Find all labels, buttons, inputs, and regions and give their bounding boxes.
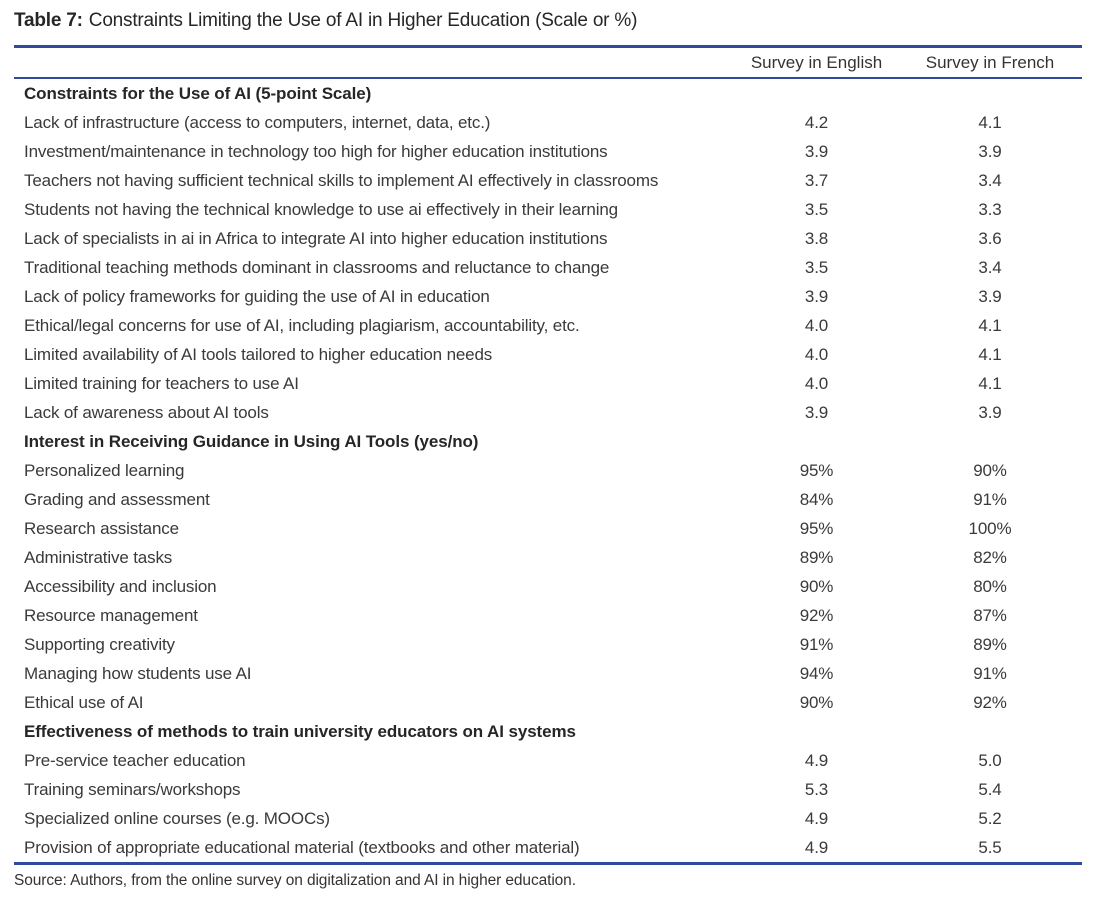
value-french: 3.4 [978,170,1002,190]
value-french: 4.1 [978,315,1002,335]
table-row [14,108,1082,137]
source-note: Source: Authors, from the online survey on digitalization and AI in higher education. [14,872,576,889]
table-row [14,456,1082,485]
value-french: 80% [973,576,1007,596]
table-title [14,8,1096,34]
table-row [14,224,1082,253]
value-french: 92% [973,692,1007,712]
value-english: 92% [799,605,834,625]
table-row [14,514,1082,543]
value-english: 3.5 [804,199,829,219]
row-label: Lack of infrastructure (access to computers, internet, data, etc.) [24,112,491,132]
value-english: 95% [799,460,834,480]
table-row [14,195,1082,224]
table-header-row [14,48,1082,79]
row-label: Teachers not having sufficient technical skills to implement AI effectively in classrooms [24,170,659,190]
table-row [14,659,1082,688]
table-row [14,311,1082,340]
value-french: 5.4 [978,779,1002,799]
row-label: Supporting creativity [24,634,175,654]
table-row [14,746,1082,775]
table-row [14,543,1082,572]
value-french: 3.3 [978,199,1002,219]
table-row [14,572,1082,601]
row-label: Students not having the technical knowledge to use ai effectively in their learning [24,199,618,219]
row-label: Ethical/legal concerns for use of AI, including plagiarism, accountability, etc. [24,315,580,335]
table-row [14,253,1082,282]
row-label: Limited availability of AI tools tailored to higher education needs [24,344,493,364]
value-english: 90% [799,692,834,712]
value-english: 3.9 [804,141,829,161]
table-row [14,369,1082,398]
value-english: 95% [799,518,834,538]
value-french: 89% [973,634,1007,654]
value-french: 87% [973,605,1007,625]
table-title-text: Constraints Limiting the Use of AI in Higher Education (Scale or %) [88,10,638,31]
value-french: 3.9 [978,286,1002,306]
table-row [14,833,1082,862]
row-label: Provision of appropriate educational material (textbooks and other material) [24,837,580,857]
value-french: 4.1 [978,112,1002,132]
table-body [14,79,1082,862]
value-french: 91% [973,663,1007,683]
row-label: Personalized learning [24,460,185,480]
value-english: 89% [799,547,834,567]
value-french: 90% [973,460,1007,480]
section-header-label: Effectiveness of methods to train university educators on AI systems [24,721,576,741]
row-label: Research assistance [24,518,179,538]
value-english: 4.9 [804,750,829,770]
table-row [14,485,1082,514]
row-label: Accessibility and inclusion [24,576,217,596]
value-english: 3.9 [804,286,829,306]
row-label: Managing how students use AI [24,663,252,683]
value-french: 4.1 [978,373,1002,393]
table-row [14,775,1082,804]
value-english: 94% [799,663,834,683]
data-table [14,45,1082,865]
table-row [14,601,1082,630]
table-row [14,340,1082,369]
value-english: 5.3 [804,779,829,799]
value-french: 100% [968,518,1012,538]
value-french: 5.0 [978,750,1002,770]
column-header-survey-french: Survey in French [925,52,1055,72]
row-label: Lack of policy frameworks for guiding the use of AI in education [24,286,490,306]
value-english: 91% [799,634,834,654]
row-label: Investment/maintenance in technology too high for higher education institutions [24,141,608,161]
row-label: Grading and assessment [24,489,210,509]
row-label: Ethical use of AI [24,692,144,712]
value-english: 4.0 [804,315,829,335]
value-french: 4.1 [978,344,1002,364]
value-french: 82% [973,547,1007,567]
row-label: Limited training for teachers to use AI [24,373,299,393]
value-french: 3.4 [978,257,1002,277]
value-french: 3.9 [978,141,1002,161]
value-english: 84% [799,489,834,509]
row-label: Resource management [24,605,198,625]
value-english: 3.8 [804,228,829,248]
section-header-label: Interest in Receiving Guidance in Using AI Tools (yes/no) [24,431,479,451]
table-row [14,804,1082,833]
value-english: 3.9 [804,402,829,422]
row-label: Training seminars/workshops [24,779,241,799]
value-english: 4.9 [804,808,829,828]
table-row [14,630,1082,659]
value-french: 5.5 [978,837,1002,857]
value-french: 5.2 [978,808,1002,828]
section-header-row [14,717,1082,746]
table-row [14,398,1082,427]
value-english: 4.9 [804,837,829,857]
row-label: Administrative tasks [24,547,173,567]
value-french: 3.9 [978,402,1002,422]
row-label: Lack of awareness about AI tools [24,402,269,422]
section-header-row [14,427,1082,456]
column-header-survey-english: Survey in English [750,52,883,72]
section-header-row [14,79,1082,108]
row-label: Lack of specialists in ai in Africa to integrate AI into higher education institutions [24,228,608,248]
table-title-label: Table 7: [14,10,83,31]
value-english: 4.2 [804,112,829,132]
value-english: 4.0 [804,373,829,393]
value-english: 3.7 [804,170,829,190]
value-english: 4.0 [804,344,829,364]
page [0,8,1096,910]
table-row [14,282,1082,311]
row-label: Specialized online courses (e.g. MOOCs) [24,808,330,828]
value-english: 3.5 [804,257,829,277]
value-french: 3.6 [978,228,1002,248]
table-row [14,688,1082,717]
table-row [14,137,1082,166]
section-header-label: Constraints for the Use of AI (5-point Scale) [24,83,372,103]
table-row [14,166,1082,195]
value-french: 91% [973,489,1007,509]
row-label: Pre-service teacher education [24,750,246,770]
row-label: Traditional teaching methods dominant in classrooms and reluctance to change [24,257,610,277]
value-english: 90% [799,576,834,596]
